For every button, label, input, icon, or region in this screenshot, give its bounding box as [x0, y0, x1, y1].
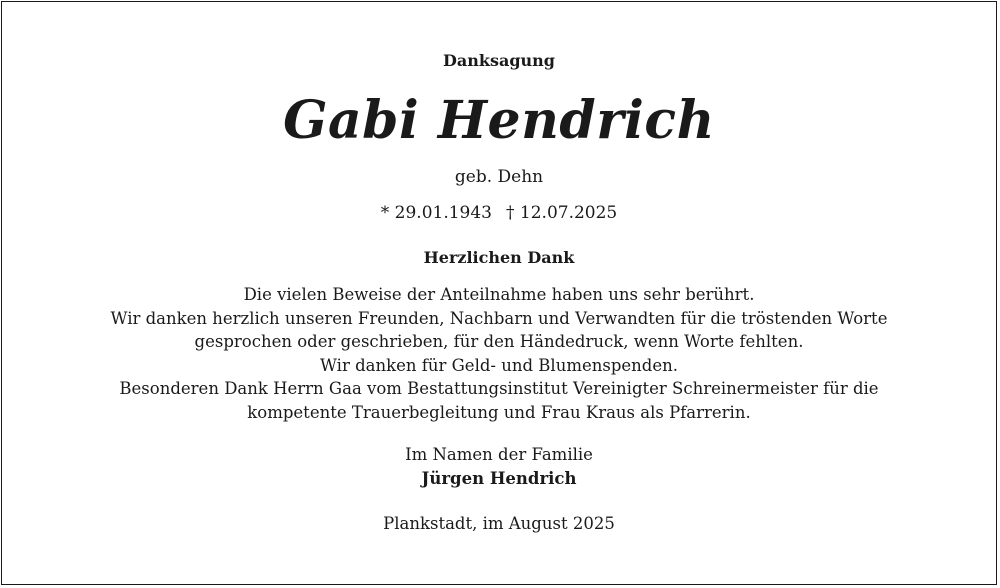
maiden-name: geb. Dehn [454, 167, 544, 187]
thanks-message [2, 283, 996, 425]
place-and-date: Plankstadt, im August 2025 [383, 514, 615, 533]
death-date: † 12.07.2025 [506, 203, 618, 223]
signature-name: Jürgen Hendrich [421, 469, 577, 488]
thanks-subheading: Herzlichen Dank [423, 248, 575, 267]
message-line: Die vielen Beweise der Anteilnahme haben uns sehr berührt. [243, 285, 755, 304]
signature-intro: Im Namen der Familie [405, 445, 593, 464]
message-line: Besonderen Dank Herrn Gaa vom Bestattungsinstitut Vereinigter Schreinermeister für die [119, 379, 879, 399]
deceased-name: Gabi Hendrich [283, 90, 715, 151]
message-line: Wir danken für Geld- und Blumenspenden. [320, 355, 678, 375]
message-line: kompetente Trauerbegleitung und Frau Kraus als Pfarrerin. [247, 402, 751, 422]
message-line: Wir danken herzlich unseren Freunden, Nachbarn und Verwandten für die tröstenden Worte [110, 308, 888, 328]
obituary-notice [1, 1, 997, 585]
life-dates [2, 203, 996, 223]
message-line: gesprochen oder geschrieben, für den Händedruck, wenn Worte fehlten. [194, 332, 804, 352]
birth-date: * 29.01.1943 [380, 203, 492, 223]
notice-header: Danksagung [443, 51, 555, 70]
